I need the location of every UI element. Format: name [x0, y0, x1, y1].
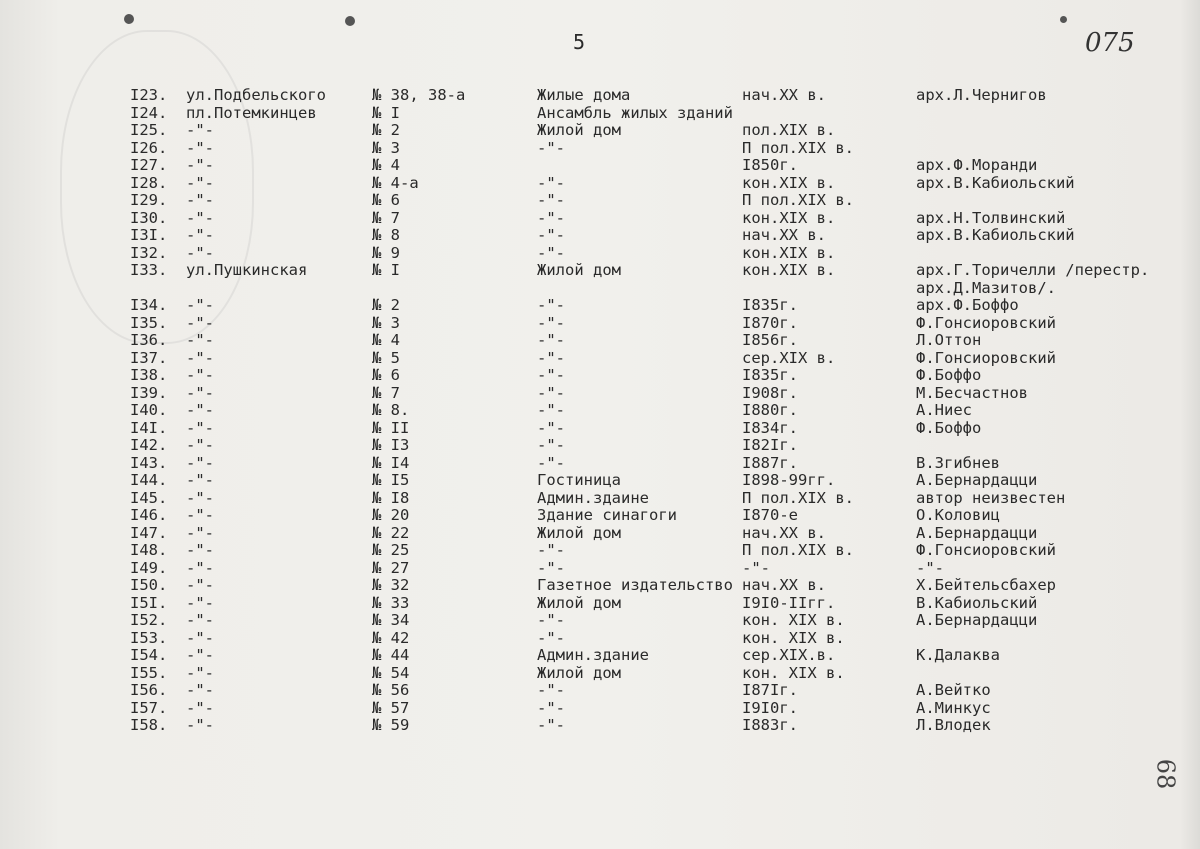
street-name: -"-	[186, 471, 214, 489]
entry-number: I36.	[130, 331, 168, 349]
construction-date: I9I0-IIгг.	[742, 594, 836, 612]
building-type: -"-	[537, 699, 565, 717]
list-item	[0, 716, 1200, 734]
house-number: № 44	[372, 646, 410, 664]
street-name: -"-	[186, 541, 214, 559]
entry-number: I3I.	[130, 226, 168, 244]
street-name: -"-	[186, 209, 214, 227]
building-type: -"-	[537, 611, 565, 629]
entry-number: I5I.	[130, 594, 168, 612]
list-item	[0, 209, 1200, 227]
building-type: Жилой дом	[537, 664, 621, 682]
house-number: № 22	[372, 524, 410, 542]
list-item	[0, 524, 1200, 542]
house-number: № 3	[372, 314, 400, 332]
list-item	[0, 681, 1200, 699]
building-type: -"-	[537, 681, 565, 699]
construction-date: I870г.	[742, 314, 798, 332]
house-number: № 59	[372, 716, 410, 734]
house-number: № 6	[372, 366, 400, 384]
list-item	[0, 646, 1200, 664]
house-number: № 38, 38-а	[372, 86, 466, 104]
street-name: -"-	[186, 244, 214, 262]
street-name: -"-	[186, 454, 214, 472]
street-name: -"-	[186, 349, 214, 367]
building-type: -"-	[537, 541, 565, 559]
construction-date: нач.XX в.	[742, 86, 826, 104]
entry-number: I57.	[130, 699, 168, 717]
building-type: -"-	[537, 436, 565, 454]
house-number: № I3	[372, 436, 410, 454]
entry-number: I48.	[130, 541, 168, 559]
list-item	[0, 629, 1200, 647]
entry-number: I32.	[130, 244, 168, 262]
page-number: 5	[573, 30, 586, 54]
architect-name: арх.Ф.Боффо	[916, 296, 1019, 314]
house-number: № 34	[372, 611, 410, 629]
list-item	[0, 489, 1200, 507]
list-item	[0, 576, 1200, 594]
house-number: № 8.	[372, 401, 410, 419]
construction-date: I883г.	[742, 716, 798, 734]
architect-name: арх.Н.Толвинский	[916, 209, 1066, 227]
building-type: Гостиница	[537, 471, 621, 489]
house-number: № I8	[372, 489, 410, 507]
construction-date: I898-99гг.	[742, 471, 836, 489]
street-name: -"-	[186, 716, 214, 734]
entry-number: I29.	[130, 191, 168, 209]
architect-name: Ф.Боффо	[916, 366, 982, 384]
entry-number: I55.	[130, 664, 168, 682]
street-name: -"-	[186, 664, 214, 682]
building-type: Жилой дом	[537, 261, 621, 279]
entry-number: I45.	[130, 489, 168, 507]
construction-date: I850г.	[742, 156, 798, 174]
house-number: № 8	[372, 226, 400, 244]
building-type: -"-	[537, 314, 565, 332]
list-item	[0, 279, 1200, 297]
construction-date: I856г.	[742, 331, 798, 349]
entry-number: I24.	[130, 104, 168, 122]
construction-date: -"-	[742, 559, 770, 577]
entry-number: I23.	[130, 86, 168, 104]
street-name: ул.Пушкинская	[186, 261, 308, 279]
building-type: Здание синагоги	[537, 506, 677, 524]
list-item	[0, 331, 1200, 349]
building-type: -"-	[537, 296, 565, 314]
house-number: № 27	[372, 559, 410, 577]
house-number: № 54	[372, 664, 410, 682]
house-number: № 20	[372, 506, 410, 524]
architect-name: -"-	[916, 559, 944, 577]
architect-name: В.Кабиольский	[916, 594, 1038, 612]
list-item	[0, 384, 1200, 402]
list-item	[0, 139, 1200, 157]
street-name: -"-	[186, 524, 214, 542]
house-number: № 6	[372, 191, 400, 209]
construction-date: кон. XIX в.	[742, 611, 845, 629]
house-number: № 9	[372, 244, 400, 262]
side-number: 68	[1151, 758, 1180, 790]
street-name: -"-	[186, 611, 214, 629]
building-type: Газетное издательство	[537, 576, 733, 594]
entry-number: I56.	[130, 681, 168, 699]
building-type: -"-	[537, 226, 565, 244]
building-type: -"-	[537, 349, 565, 367]
house-number: № 2	[372, 296, 400, 314]
building-type: Админ.здание	[537, 646, 649, 664]
entry-number: I39.	[130, 384, 168, 402]
building-type: -"-	[537, 454, 565, 472]
street-name: -"-	[186, 296, 214, 314]
archive-number: 075	[1085, 28, 1135, 58]
construction-date: I887г.	[742, 454, 798, 472]
architect-name: А.Ниес	[916, 401, 972, 419]
building-type: -"-	[537, 331, 565, 349]
entry-number: I38.	[130, 366, 168, 384]
construction-date: I908г.	[742, 384, 798, 402]
list-item	[0, 419, 1200, 437]
street-name: -"-	[186, 156, 214, 174]
street-name: -"-	[186, 401, 214, 419]
entry-number: I43.	[130, 454, 168, 472]
building-type: -"-	[537, 401, 565, 419]
architect-name: арх.Ф.Моранди	[916, 156, 1038, 174]
entry-number: I44.	[130, 471, 168, 489]
construction-date: сер.XIX в.	[742, 349, 836, 367]
street-name: -"-	[186, 594, 214, 612]
construction-date: I835г.	[742, 296, 798, 314]
building-type: -"-	[537, 366, 565, 384]
list-item	[0, 296, 1200, 314]
building-type: -"-	[537, 174, 565, 192]
entry-number: I42.	[130, 436, 168, 454]
street-name: ул.Подбельского	[186, 86, 326, 104]
entry-number: I54.	[130, 646, 168, 664]
street-name: -"-	[186, 681, 214, 699]
house-number: № II	[372, 419, 410, 437]
punch-hole	[1060, 16, 1067, 23]
house-number: № 7	[372, 209, 400, 227]
entry-number: I46.	[130, 506, 168, 524]
construction-date: I87Iг.	[742, 681, 798, 699]
house-number: № 25	[372, 541, 410, 559]
construction-date: кон.XIX в.	[742, 244, 836, 262]
architect-name: Ф.Гонсиоровский	[916, 349, 1056, 367]
street-name: -"-	[186, 506, 214, 524]
building-type: -"-	[537, 244, 565, 262]
construction-date: сер.XIX.в.	[742, 646, 836, 664]
construction-date: I880г.	[742, 401, 798, 419]
street-name: -"-	[186, 384, 214, 402]
house-number: № 5	[372, 349, 400, 367]
construction-date: кон.XIX в.	[742, 174, 836, 192]
entry-number: I47.	[130, 524, 168, 542]
house-number: № 7	[372, 384, 400, 402]
entry-number: I50.	[130, 576, 168, 594]
construction-date: П пол.XIX в.	[742, 191, 854, 209]
building-type: -"-	[537, 419, 565, 437]
house-number: № I5	[372, 471, 410, 489]
list-item	[0, 174, 1200, 192]
construction-date: П пол.XIX в.	[742, 139, 854, 157]
street-name: -"-	[186, 331, 214, 349]
architect-name: К.Далаква	[916, 646, 1000, 664]
house-number: № 42	[372, 629, 410, 647]
street-name: -"-	[186, 226, 214, 244]
architect-name: М.Бесчастнов	[916, 384, 1028, 402]
list-item	[0, 541, 1200, 559]
house-number: № 32	[372, 576, 410, 594]
building-type: -"-	[537, 559, 565, 577]
building-type: Жилой дом	[537, 121, 621, 139]
entry-number: I40.	[130, 401, 168, 419]
entry-number: I49.	[130, 559, 168, 577]
architect-name: арх.В.Кабиольский	[916, 174, 1075, 192]
house-number: № I	[372, 261, 400, 279]
list-item	[0, 366, 1200, 384]
street-name: пл.Потемкинцев	[186, 104, 317, 122]
list-item	[0, 664, 1200, 682]
entry-number: I28.	[130, 174, 168, 192]
architect-name: Ф.Гонсиоровский	[916, 314, 1056, 332]
building-type: -"-	[537, 191, 565, 209]
construction-date: I9I0г.	[742, 699, 798, 717]
street-name: -"-	[186, 699, 214, 717]
punch-hole	[124, 14, 134, 24]
architect-name: О.Коловиц	[916, 506, 1000, 524]
building-type: Жилые дома	[537, 86, 631, 104]
street-name: -"-	[186, 489, 214, 507]
list-item	[0, 594, 1200, 612]
entry-number: I30.	[130, 209, 168, 227]
construction-date: нач.XX в.	[742, 524, 826, 542]
house-number: № 2	[372, 121, 400, 139]
construction-date: кон. XIX в.	[742, 629, 845, 647]
list-item	[0, 506, 1200, 524]
entry-number: I25.	[130, 121, 168, 139]
street-name: -"-	[186, 139, 214, 157]
construction-date: П пол.XIX в.	[742, 541, 854, 559]
house-number: № I	[372, 104, 400, 122]
list-item	[0, 156, 1200, 174]
architect-name: А.Минкус	[916, 699, 991, 717]
construction-date: кон.XIX в.	[742, 209, 836, 227]
list-item	[0, 559, 1200, 577]
architect-name: Л.Влодек	[916, 716, 991, 734]
list-item	[0, 611, 1200, 629]
street-name: -"-	[186, 629, 214, 647]
architect-name: А.Бернардацци	[916, 524, 1038, 542]
architect-name: Х.Бейтельсбахер	[916, 576, 1056, 594]
architect-name: автор неизвестен	[916, 489, 1066, 507]
entry-number: I35.	[130, 314, 168, 332]
architect-name: В.Згибнев	[916, 454, 1000, 472]
list-item	[0, 244, 1200, 262]
building-type: -"-	[537, 139, 565, 157]
construction-date: П пол.XIX в.	[742, 489, 854, 507]
house-number: № 3	[372, 139, 400, 157]
entry-number: I33.	[130, 261, 168, 279]
construction-date: пол.XIX в.	[742, 121, 836, 139]
street-name: -"-	[186, 436, 214, 454]
house-number: № I4	[372, 454, 410, 472]
punch-hole	[345, 16, 355, 26]
construction-date: I835г.	[742, 366, 798, 384]
architect-name: арх.Г.Торичелли /перестр.	[916, 261, 1150, 279]
architect-name: арх.В.Кабиольский	[916, 226, 1075, 244]
street-name: -"-	[186, 559, 214, 577]
architect-name: арх.Д.Мазитов/.	[916, 279, 1056, 297]
street-name: -"-	[186, 419, 214, 437]
building-type: Админ.здаине	[537, 489, 649, 507]
entry-number: I26.	[130, 139, 168, 157]
architect-name: А.Бернардацци	[916, 611, 1038, 629]
building-type: -"-	[537, 629, 565, 647]
list-item	[0, 191, 1200, 209]
architect-name: арх.Л.Чернигов	[916, 86, 1047, 104]
building-type: -"-	[537, 384, 565, 402]
house-number: № 4	[372, 331, 400, 349]
list-item	[0, 261, 1200, 279]
list-item	[0, 699, 1200, 717]
building-type: Жилой дом	[537, 524, 621, 542]
entry-number: I52.	[130, 611, 168, 629]
building-type: -"-	[537, 209, 565, 227]
construction-date: кон.XIX в.	[742, 261, 836, 279]
architect-name: А.Бернардацци	[916, 471, 1038, 489]
list-item	[0, 401, 1200, 419]
street-name: -"-	[186, 576, 214, 594]
house-number: № 56	[372, 681, 410, 699]
street-name: -"-	[186, 191, 214, 209]
architect-name: А.Вейтко	[916, 681, 991, 699]
list-item	[0, 121, 1200, 139]
entry-number: I34.	[130, 296, 168, 314]
list-item	[0, 471, 1200, 489]
house-number: № 33	[372, 594, 410, 612]
building-type: Ансамбль жилых зданий	[537, 104, 733, 122]
construction-date: кон. XIX в.	[742, 664, 845, 682]
entry-number: I58.	[130, 716, 168, 734]
list-item	[0, 454, 1200, 472]
list-item	[0, 86, 1200, 104]
house-number: № 4	[372, 156, 400, 174]
list-item	[0, 436, 1200, 454]
street-name: -"-	[186, 174, 214, 192]
architect-name: Ф.Боффо	[916, 419, 982, 437]
street-name: -"-	[186, 366, 214, 384]
entry-number: I27.	[130, 156, 168, 174]
construction-date: нач.XX в.	[742, 226, 826, 244]
architect-name: Ф.Гонсиоровский	[916, 541, 1056, 559]
architect-name: Л.Оттон	[916, 331, 982, 349]
building-type: -"-	[537, 716, 565, 734]
list-item	[0, 349, 1200, 367]
street-name: -"-	[186, 646, 214, 664]
street-name: -"-	[186, 314, 214, 332]
list-item	[0, 314, 1200, 332]
street-name: -"-	[186, 121, 214, 139]
building-type: Жилой дом	[537, 594, 621, 612]
construction-date: нач.XX в.	[742, 576, 826, 594]
entry-number: I37.	[130, 349, 168, 367]
list-item	[0, 226, 1200, 244]
house-number: № 4-а	[372, 174, 419, 192]
construction-date: I870-е	[742, 506, 798, 524]
list-item	[0, 104, 1200, 122]
entry-number: I53.	[130, 629, 168, 647]
construction-date: I82Iг.	[742, 436, 798, 454]
construction-date: I834г.	[742, 419, 798, 437]
entry-number: I4I.	[130, 419, 168, 437]
house-number: № 57	[372, 699, 410, 717]
